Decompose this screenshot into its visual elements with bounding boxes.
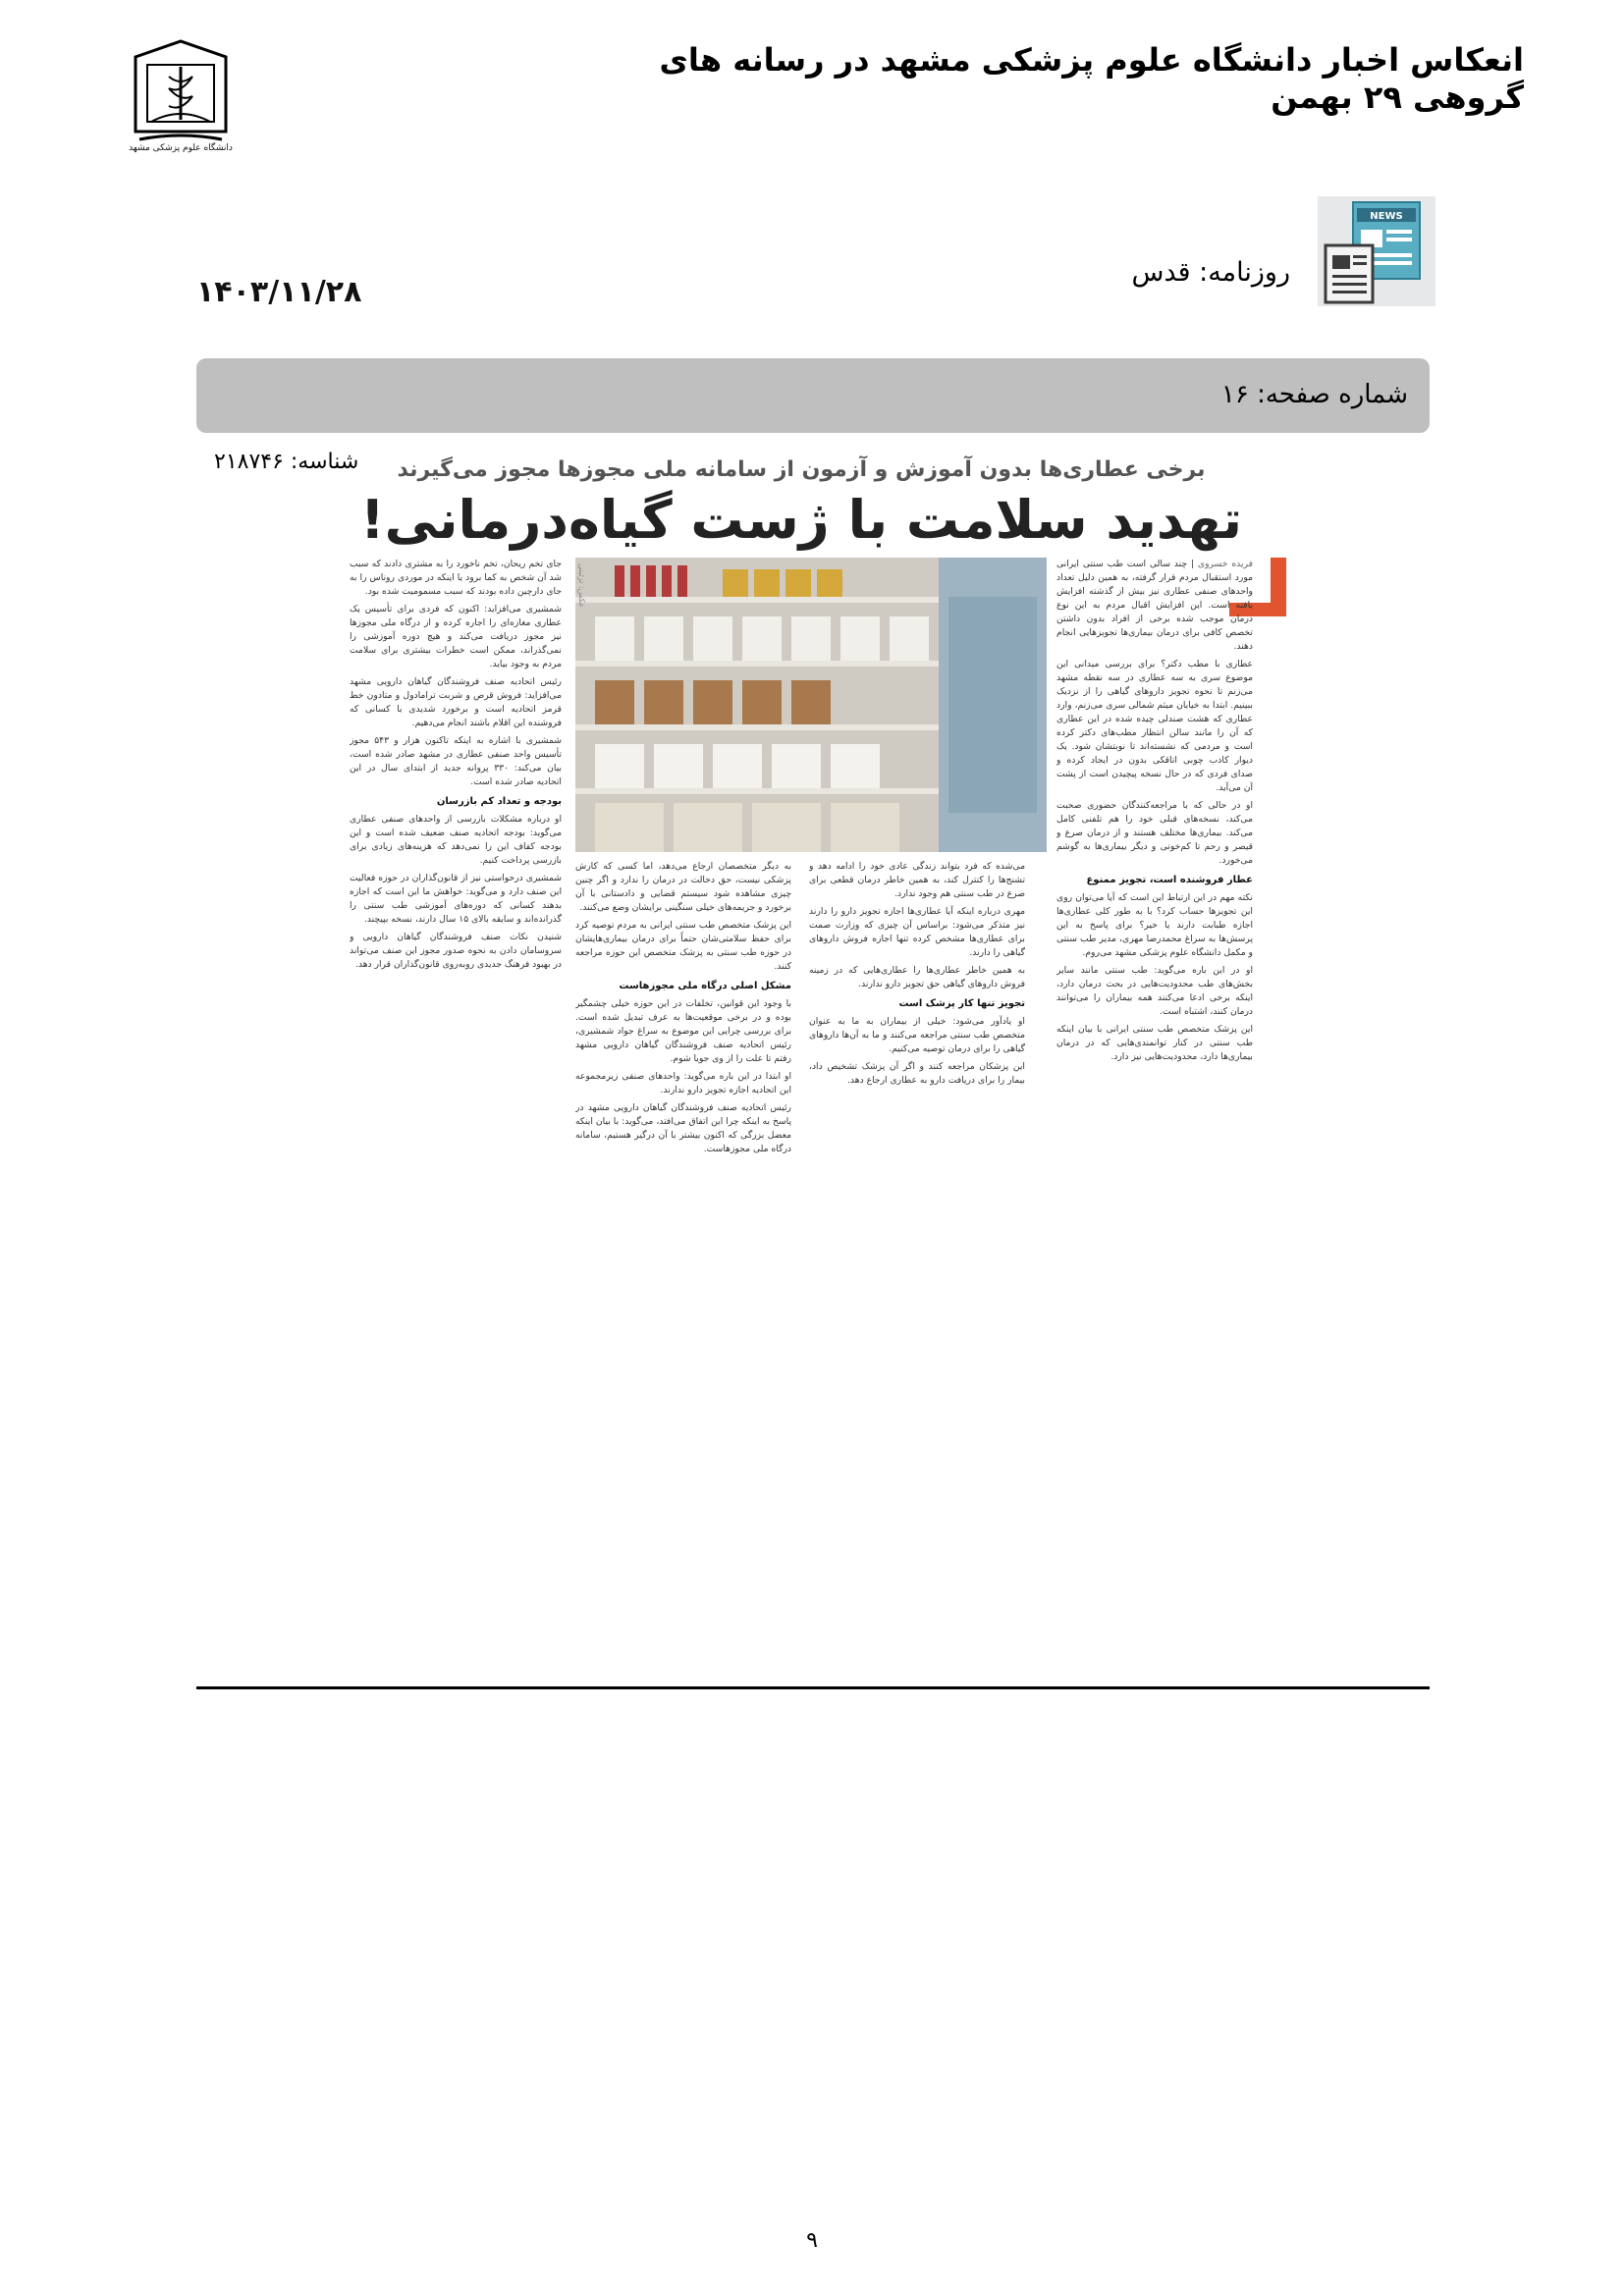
bottom-rule <box>196 1686 1430 1689</box>
university-logo <box>126 37 236 163</box>
article-kicker: برخی عطاری‌ها بدون آموزش و آزمون از سامانه ملی مجوزها مجوز می‌گیرند <box>397 457 1206 482</box>
newspaper-name: روزنامه: قدس <box>1131 257 1290 288</box>
col4b-p1: شمشیری درخواستی نیز از قانون‌گذاران در حوزه فعالیت این صنف دارد و می‌گوید: خواهش ما این است که اجازه بدهند کسانی که دوره‌های آموزشی طب سنتی را گذرانده‌اند و سابقه بالای ۱۵ سال دارند، نسخه بپیچند. <box>350 873 562 925</box>
article-clipping <box>350 448 1253 1633</box>
article-headline: تهدید سلامت با ژست گیاه‌درمانی! <box>359 489 1243 551</box>
news-icon-label: NEWS <box>1370 211 1403 222</box>
col4-p2: رئیس اتحادیه صنف فروشندگان گیاهان دارویی مشهد می‌افزاید: فروش قرص و شربت ترامادول و متادون خط قرمز اتحادیه است و برخورد شدیدی با کسانی که فروشنده این اقلام باشند انجام می‌دهیم. <box>350 676 562 728</box>
logo-text: دانشگاه علوم پزشکی مشهد <box>129 143 233 153</box>
col3-p1: این پزشک متخصص طب سنتی ایرانی به مردم توصیه کرد برای حفظ سلامتی‌شان حتماً برای درمان بیماری‌هایشان در حوزه طب سنتی به پزشک متخصص این حوزه مراجعه کنند. <box>575 920 791 972</box>
page-number-bar <box>196 358 1430 433</box>
col3-p0: به دیگر متخصصان ارجاع می‌دهد، اما کسی که کارش پزشکی نیست، حق دخالت در درمان را ندارد و اگر چنین چیزی مشاهده شود سیستم قضایی و دادستانی با آن برخورد و جریمه‌های خیلی سنگینی برایشان وضع می‌کنند. <box>575 861 791 913</box>
col2b-p0: او یادآور می‌شود: خیلی از بیماران به ما به عنوان متخصص طب سنتی مراجعه می‌کنند و ما به آن‌ها داروهای گیاهی را برای درمان توصیه می‌کنیم. <box>809 1016 1025 1054</box>
col1-p2: او در حالی که با مراجعه‌کنندگان حضوری صحبت می‌کند، نسخه‌های قبلی خود را هم تلفنی کامل می‌کند. بیماری‌ها مختلف هستند و از درمان صرع و قیصر و رحم تا کم‌خونی و دیگر بیماری‌ها به گوشم می‌خورد. <box>1056 800 1253 866</box>
article-column-2 <box>809 860 1025 1606</box>
page-title: انعکاس اخبار دانشگاه علوم پزشکی مشهد در رسانه های گروهی ۲۹ بهمن <box>659 41 1524 116</box>
subheading-doctor: تجویز تنها کار پزشک است <box>898 998 1025 1009</box>
article-photo <box>575 558 1047 852</box>
col1b-p1: او در این باره می‌گوید: طب سنتی مانند سایر بخش‌های طب محدودیت‌هایی در بحث درمان دارد، اینکه برخی ادعا می‌کنند همه بیماران را می‌توانند درمان کنند، اشتباه است. <box>1056 965 1253 1017</box>
article-author: فریده خسروی <box>1197 559 1253 569</box>
col4-p0: جای تخم ریحان، تخم ناخورد را به مشتری دادند که سبب شد آن شخص به کما برود یا اینکه در موردی روناس را به جای دارچین داده بودند که سبب مسمومیت شده بود. <box>350 559 562 597</box>
col3b-p0: با وجود این قوانین، تخلفات در این حوزه خیلی چشمگیر بوده و در برخی موقعیت‌ها به عرف تبدیل شده است. برای بررسی چرایی این موضوع به سراغ جواد شمشیری، رئیس اتحادیه صنف فروشندگان گیاهان دارویی مشهد رفتم تا علت را از وی جویا شوم. <box>575 998 791 1064</box>
col4-p1: شمشیری می‌افزاید: اکنون که فردی برای تأسیس یک عطاری مغازه‌ای را اجاره کرده و از درگاه ملی مجوزها نیز مجوز دریافت می‌کند و هیچ دوره آموزشی را نمی‌گذراند، ممکن است خطرات بیشتری برای سلامت مردم به وجود بیاید. <box>350 604 562 669</box>
article-column-3 <box>575 860 791 1606</box>
col2-p2: به همین خاطر عطاری‌ها را عطاری‌هایی که در زمینه فروش داروهای گیاهی حق تجویز دارو ندارند. <box>809 965 1025 989</box>
col2-p0: می‌شده که فرد بتواند زندگی عادی خود را ادامه دهد و تشنج‌ها را کنترل کند، به همین خاطر درمان قطعی برای صرع در طب سنتی هم وجود ندارد. <box>809 861 1025 899</box>
issue-date: ۱۴۰۳/۱۱/۲۸ <box>196 275 362 309</box>
page-number-label: شماره صفحه: ۱۶ <box>1220 380 1408 409</box>
article-column-1: فریده خسروی | چند سالی است طب سنتی ایرانی مورد استقبال مردم قرار گرفته، به همین دلیل تعداد واحدهای صنفی عطاری نیز بیش از گذشته افزایش یافته است. این افزایش اقبال مردم به این نوع درمان موجب شده برخی از افراد بدون داشتن تخصص کافی برای درمان بیماری‌ها تجویزهایی انجام دهند. عطاری با مطب دکتر؟ برای بررسی میدانی این موضوع سری به سه عطاری در سه نقطه مشهد می‌زنم تا نحوه تجویز داروهای گیاهی را از نزدیک ببینیم. ابتدا به خیابان میثم شمالی سری می‌زنم، وارد عطاری که هشت صندلی چیده شده در این عطاری که آن را مانند سالن انتظار مطب‌های دکتر کرده است و مردمی که نشسته‌اند تا نوبتشان شود. یک دیوار کاذب چوبی اتاقکی بدون در ایجاد کرده و صدای فردی که در حال نسخه پیچیدن است از پشت آن می‌آید. او در حالی که با مراجعه‌کنندگان حضوری صحبت می‌کند، نسخه‌های قبلی خود را هم تلفنی کامل می‌کند. بیماری‌ها مختلف هستند و از درمان صرع و قیصر و رحم تا کم‌خونی و دیگر بیماری‌ها به گوشم می‌خورد. عطار فروشنده است، تجویز ممنوع نکته مهم در این ارتباط این است که آیا می‌توان روی این تجویزها حساب کرد؟ با به طور کلی عطاری‌ها اجازه طبابت دارند یا خیر؟ برای پاسخ به این پرسش‌ها به سراغ محمدرضا مهری، مدیر طب سنتی و مکمل دانشگاه علوم پزشکی مشهد می‌روم. او در این باره می‌گوید: طب سنتی مانند سایر بخش‌های طب محدودیت‌هایی در بحث درمان دارد، اینکه برخی ادعا می‌کنند همه بیماران را می‌توانند درمان کنند، اشتباه است. این پزشک متخصص طب سنتی ایرانی با بیان اینکه طب سنتی در کنار توانمندی‌هایی که در درمان بیماری‌ها دارد، محدودیت‌هایی نیز دارد. <box>1056 559 1253 1062</box>
col3b-p2: رئیس اتحادیه صنف فروشندگان گیاهان دارویی مشهد در پاسخ به اینکه چرا این اتفاق می‌افتد، می‌گوید: با بیان اینکه معضل بزرگی که اکنون بیشتر با آن درگیر هستیم، سامانه درگاه ملی مجوزهاست. <box>575 1102 791 1154</box>
article-column-4 <box>350 558 562 1606</box>
subheading-budget: بودجه و تعداد کم بازرسان <box>436 796 562 807</box>
col4-p3: شمشیری با اشاره به اینکه تاکنون هزار و ۵۴۳ مجوز تأسیس واحد صنفی عطاری در مشهد صادر شده است، بیان می‌کند: ۳۳۰ پروانه جدید از ابتدای سال در این اتحادیه صادر شده است. <box>350 735 562 787</box>
col1-p1: عطاری با مطب دکتر؟ برای بررسی میدانی این موضوع سری به سه عطاری در سه نقطه مشهد می‌زنم تا نحوه تجویز داروهای گیاهی را از نزدیک ببینیم. ابتدا به خیابان میثم شمالی سری می‌زنم، وارد عطاری که هشت صندلی چیده شده در این عطاری که آن را مانند سالن انتظار مطب‌های دکتر کرده است و مردمی که نشسته‌اند تا نوبتشان شود. یک دیوار کاذب چوبی اتاقکی بدون در ایجاد کرده و صدای فردی که در حال نسخه پیچیدن است از پشت آن می‌آید. <box>1056 659 1253 793</box>
col1b-p0: نکته مهم در این ارتباط این است که آیا می‌توان روی این تجویزها حساب کرد؟ با به طور کلی عطاری‌ها اجازه طبابت دارند یا خیر؟ برای پاسخ به این پرسش‌ها به سراغ محمدرضا مهری، مدیر طب سنتی و مکمل دانشگاه علوم پزشکی مشهد می‌روم. <box>1056 892 1253 958</box>
col4b-p0: او درباره مشکلات بازرسی از واحدهای صنفی عطاری می‌گوید: بودجه اتحادیه صنف ضعیف شده است و این بودجه کفاف این را نمی‌دهد که هزینه‌های زیادی برای بازرسی پرداخت کنیم. <box>350 814 562 866</box>
col1-p0: چند سالی است طب سنتی ایرانی مورد استقبال مردم قرار گرفته، به همین دلیل تعداد واحدهای صنفی عطاری نیز بیش از گذشته افزایش یافته است. این افزایش اقبال مردم به این نوع درمان موجب شده برخی از افراد بدون داشتن تخصص کافی برای درمان بیماری‌ها تجویزهایی انجام دهند. <box>1056 559 1253 652</box>
col2b-p1: این پزشکان مراجعه کنند و اگر آن پزشک تشخیص داد، بیمار را برای دریافت دارو به عطاری ارجاع دهد. <box>809 1061 1025 1086</box>
col3b-p1: او ابتدا در این باره می‌گوید: واحدهای صنفی زیرمجموعه این اتحادیه اجازه تجویز دارو ندارند. <box>575 1071 791 1095</box>
col1b-p2: این پزشک متخصص طب سنتی ایرانی با بیان اینکه طب سنتی در کنار توانمندی‌هایی که در درمان بیماری‌ها دارد، محدودیت‌هایی نیز دارد. <box>1056 1024 1253 1062</box>
col2-p1: مهری درباره اینکه آیا عطاری‌ها اجازه تجویز دارو را دارند نیز متذکر می‌شود: براساس آن چیزی که وزارت صمت برای عطاری‌ها مشخص کرده تنها اجازه فروش داروهای گیاهی را دارند. <box>809 906 1025 958</box>
col4b-p2: شنیدن نکات صنف فروشندگان گیاهان دارویی و سروسامان دادن به نحوه صدور مجوز این صنف می‌تواند در بهبود فرهنگ جدیدی روبه‌روی قانون‌گذاران قرار دهد. <box>350 932 562 970</box>
newspaper-icon <box>1318 196 1435 306</box>
subheading-ban: عطار فروشنده است، تجویز ممنوع <box>1086 875 1253 885</box>
photo-credit: عکس: تزئینی <box>577 563 586 608</box>
footer-page-number: ۹ <box>806 2228 818 2253</box>
subheading-problem: مشکل اصلی درگاه ملی مجوزهاست <box>619 981 791 991</box>
document-id: شناسه: ۲۱۸۷۴۶ <box>214 450 359 474</box>
